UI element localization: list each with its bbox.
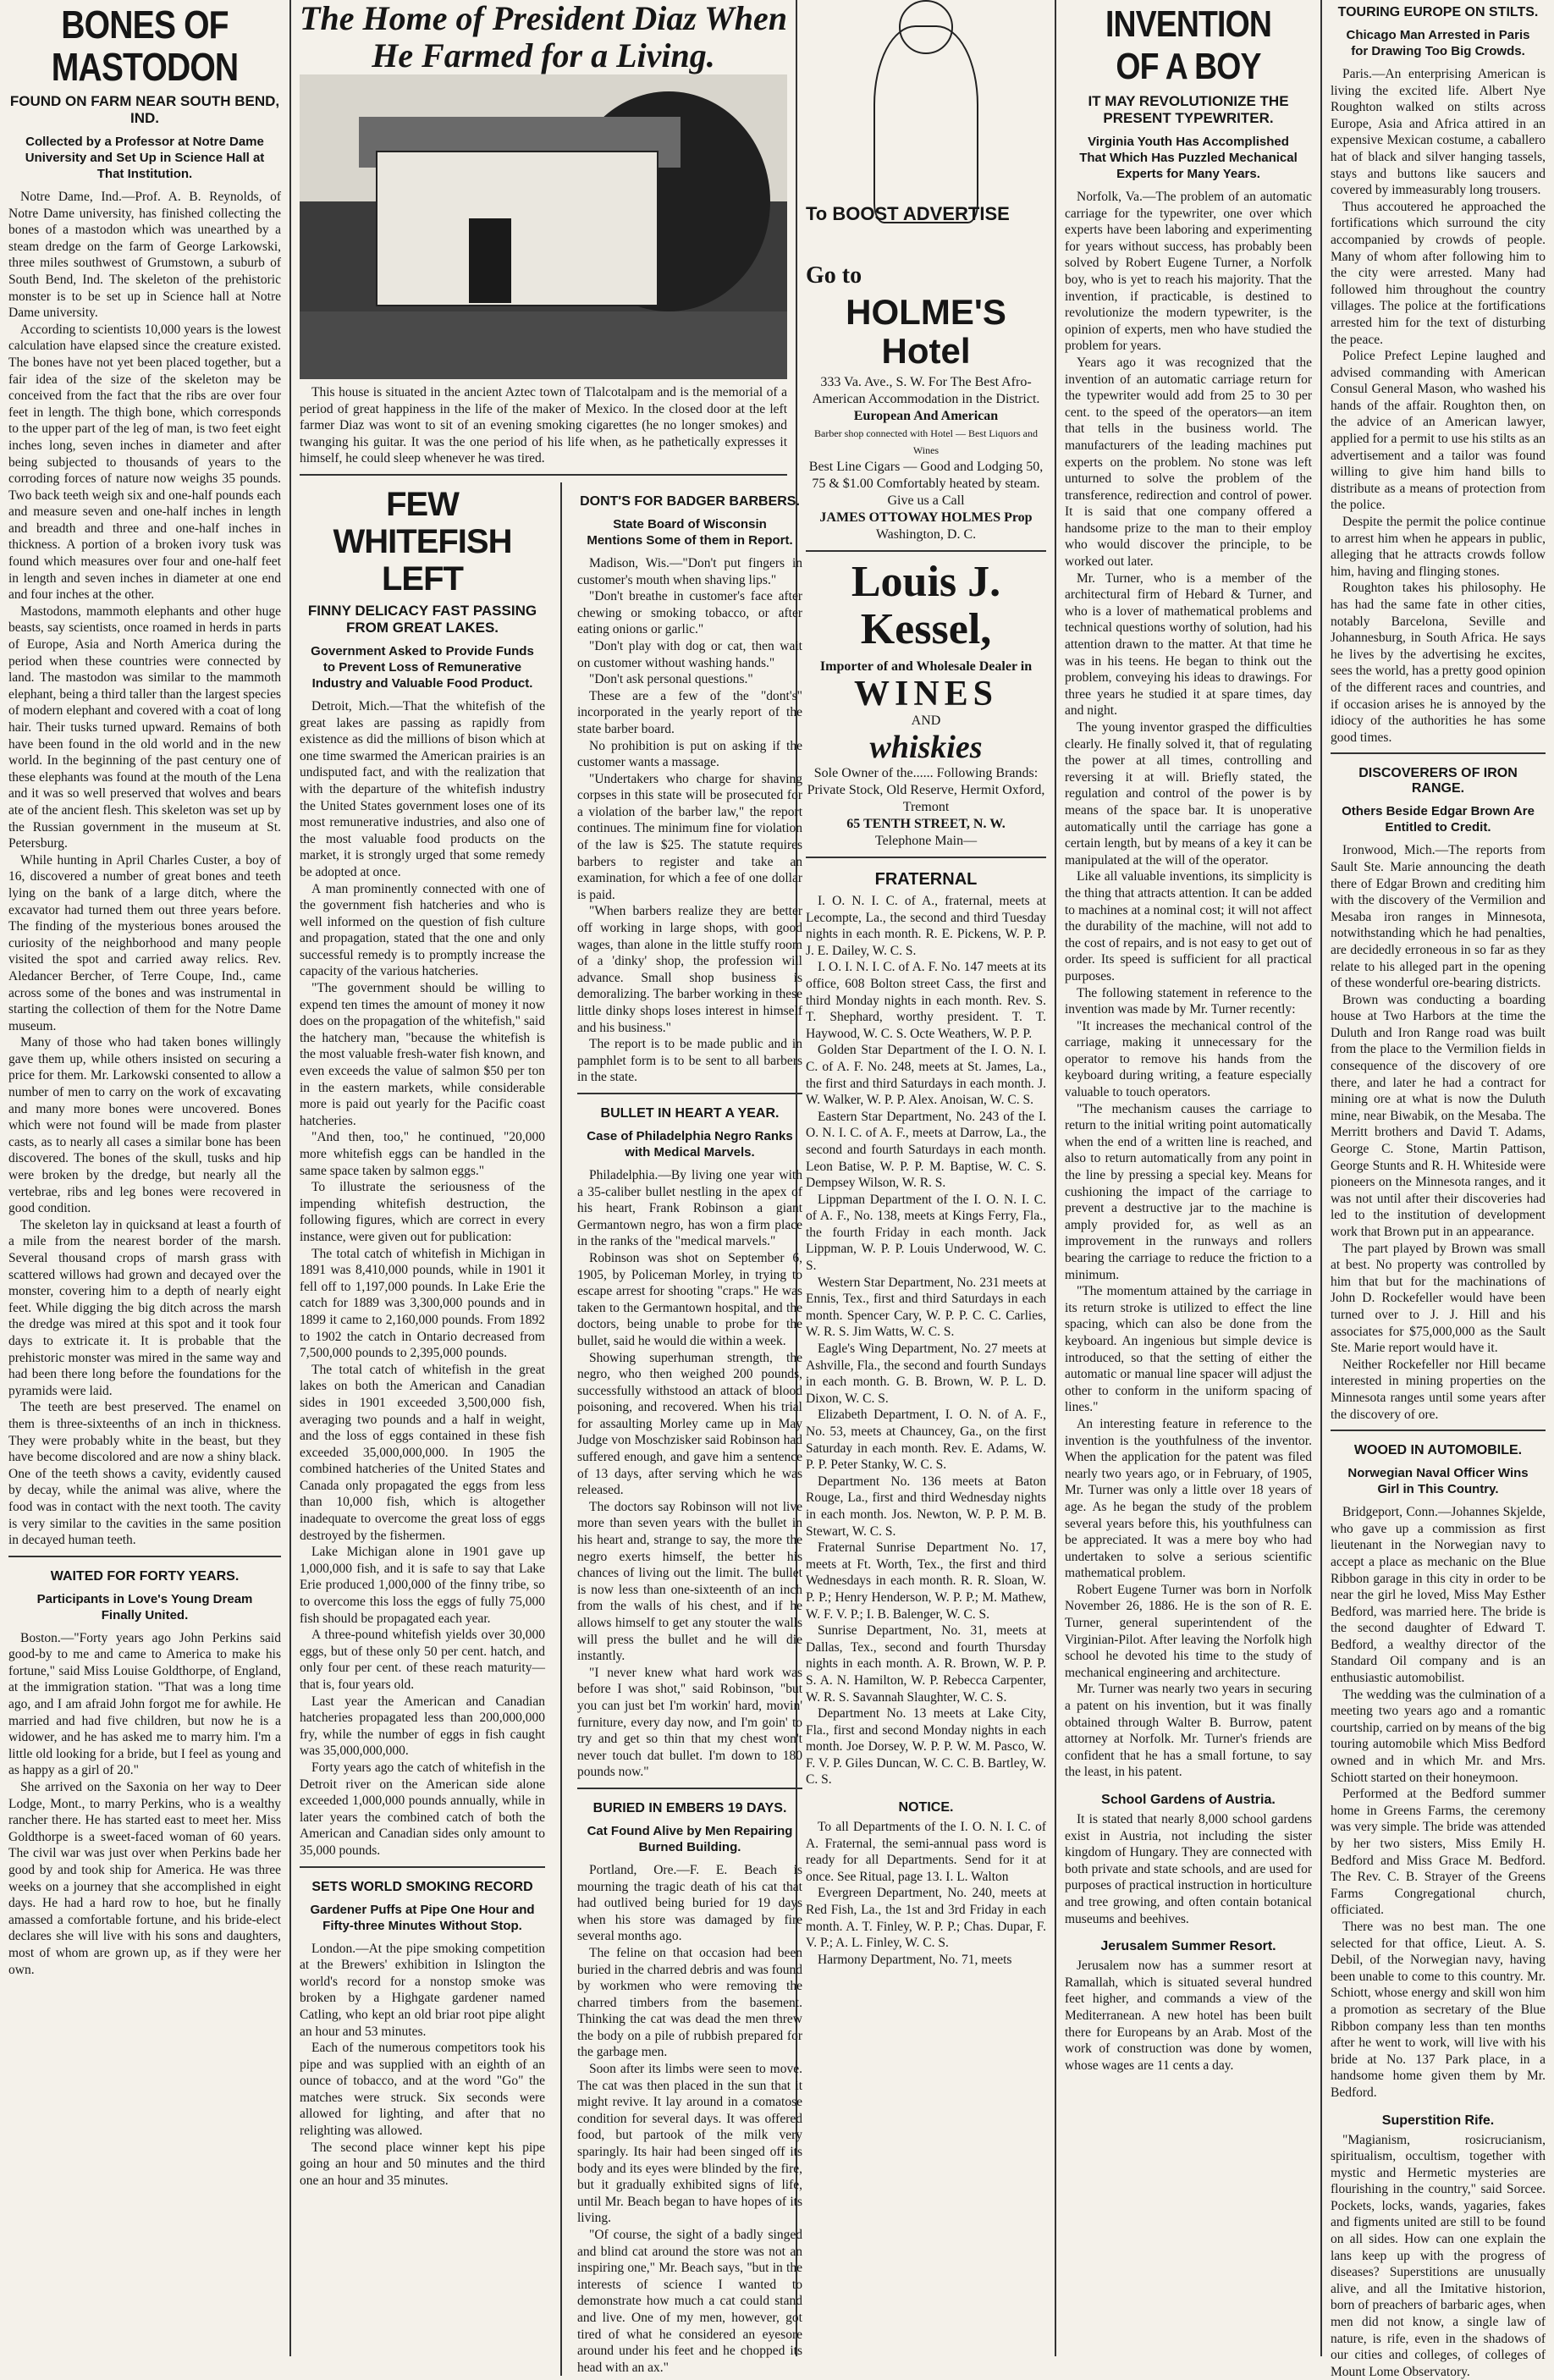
paragraph: Boston.—"Forty years ago John Perkins said good-by to me and came to America to make his fortune," said Miss Louise Goldthorpe, of England, at the immigration station. "That was a long time ago, and I am afraid John forgot me for awhile. He married and had five children, but now he is a widower, and he has asked me to marry him. I'm a little old looking for a bride, but I feel as young and as happy as a girl of 20." [8, 1630, 281, 1779]
ad-illustration [806, 0, 1046, 262]
paragraph: She arrived on the Saxonia on her way to Deer Lodge, Mont., to marry Perkins, who is a wealthy rancher there. He has started east to meet her. Miss Goldthorpe is a sweet-faced woman of 60 years. The civil war was just over when Perkins bade her good by and took ship for America. He was three weeks on a journey that she accomplished in eight days. He had a hard row to hoe, but he finally amassed a comfortable fortune, and his bride-elect declares she will live with his sons and daughters, most of whom are grown up, as if they were her own. [8, 1779, 281, 1978]
paragraph: No prohibition is put on asking if the customer wants a massage. [577, 738, 802, 771]
headline-whitefish: FEW WHITEFISH LEFT [300, 486, 545, 598]
paragraph: The wedding was the culmination of a meeting two years ago and a romantic courtship, carried on by means of the big touring automobile which Miss Bedford owned and in which Mr. and Mrs. Schiott started on their honeymoon. [1331, 1687, 1546, 1787]
ad-wines: WINES [806, 675, 1046, 713]
divider [577, 1788, 802, 1789]
ad-plans: European And American [806, 408, 1046, 425]
barbers-article [577, 482, 802, 2376]
paragraph: An interesting feature in reference to the invention is the youthfulness of the inventor. When the application for the patent was filed nearly two years ago, or in February, of 1905, Mr. Turner was only a little over 18 years of age. As he began the study of the problem several years before this, his youthfulness can be appreciated. It was a mere boy who had undertaken to solve a serious scientific mathematical problem. [1065, 1416, 1312, 1582]
headline-jerusalem: Jerusalem Summer Resort. [1065, 1939, 1312, 1954]
ad-whiskies: whiskies [806, 730, 1046, 765]
whitefish-article [300, 482, 545, 2376]
paragraph: "Don't play with dog or cat, then wait on customer without washing hands." [577, 638, 802, 671]
paragraph: Detroit, Mich.—That the whitefish of the great lakes are passing as rapidly from existence as did the millions of bison which at one time swarmed the American prairies is an undisputed fact, and with the realization that with the departure of the whitefish industry the United States government loses one of its most remunerative industries, and also one of the most valuable food products on the market, it is strongly urged that some remedy be adopted at once. [300, 698, 545, 881]
headline-mastodon: BONES OF MASTODON [29, 3, 261, 88]
deck-automobile: Norwegian Naval Officer Wins Girl in This Country. [1339, 1465, 1537, 1497]
paragraph: Showing superhuman strength, the negro, who then weighed 200 pounds, successfully withstood an attack of blood poisoning, and recovered. When his trial for assaulting Morley came up in May Judge von Moschzisker said Robinson had suffered enough, and gave him a sentence of 13 days, after serving which he was released. [577, 1350, 802, 1499]
fraternal-notice: Department No. 13 meets at Lake City, Fla., first and second Monday nights in each month. Joe Dorsey, W. P. P. W. M. Pasco, W. F. V. P. Giles Duncan, W. C. C. B. Bartley, W. C. S. [806, 1705, 1046, 1788]
headline-iron-range: DISCOVERERS OF IRON RANGE. [1331, 766, 1546, 796]
subhead-invention: IT MAY REVOLUTIONIZE THE PRESENT TYPEWRITER. [1065, 93, 1312, 127]
subhead-whitefish: FINNY DELICACY FAST PASSING FROM GREAT LAKES. [300, 603, 545, 636]
ad-cigars: Best Line Cigars — Good and Lodging 50, 75 & $1.00 Comfortably heated by steam. [806, 459, 1046, 493]
photo-caption: This house is situated in the ancient Aztec town of Tlalcotalpam and is the memorial of a period of great happiness in the life of the maker of Mexico. In the closed door at the left farmer Diaz was wont to sit of an evening smoking cigarettes (he no longer smokes) and twanging his guitar. It was the one period of his life when, as he pathetically expresses it himself, he could sleep whenever he was tired. [300, 384, 787, 467]
paragraph: A three-pound whitefish yields over 30,000 eggs, but of these only 50 per cent. hatch, and only four per cent. of these reach maturity—that is, four years old. [300, 1627, 545, 1693]
paragraph: Roughton takes his philosophy. He has had the same fate in other cities, notably Barcelona, Seville and Johannesburg, in South Africa. He says he lives by the advertising he excites, sees the world, has a pretty good opinion of the different races and countries, and if occasion arises he is annoyed by the idiocy of the authorities he has some good times. [1331, 580, 1546, 746]
paragraph: Forty years ago the catch of whitefish in the Detroit river on the American side alone exceeded 1,000,000 pounds annually, while in later years the combined catch of both the American and Canadian sides only amount to 35,000 pounds. [300, 1760, 545, 1859]
paragraph: The part played by Brown was small at best. No property was controlled by him that but for the machinations of John D. Rockefeller would have been turned over to J. J. Hill and his associates for $75,000,000 as the Sault Ste. Marie report would have it. [1331, 1241, 1546, 1357]
paragraph: "The government should be willing to expend ten times the amount of money it now does on the propagation of the whitefish," said the hatchery man, "because the whitefish is the most valuable fresh-water fish known, and even exceeds the value of salmon $50 per ton in the eastern markets, while considerable more is paid out yearly for the Pacific coast hatcheries. [300, 980, 545, 1129]
paragraph: Madison, Wis.—"Don't put fingers in customer's mouth when shaving lips." [577, 555, 802, 588]
paragraph: Portland, Ore.—F. E. Beach is mourning the tragic death of his cat that had outlived being buried for 19 days when his store was damaged by fire several months ago. [577, 1862, 802, 1945]
paragraph: Police Prefect Lepine laughed and advised commanding with American Consul General Mason, who washed his hands of the affair. Roughton then, on the advice of an American lawyer, applied for a permit to use his stilts as an advertisement and a tailor was found willing to give him hand bills to distribute as a means of protection from the police. [1331, 348, 1546, 514]
fraternal-notice: Sunrise Department, No. 31, meets at Dallas, Tex., second and fourth Thursday nights in each month. A. R. Brown, W. P. P. S. A. N. Hamilton, W. P. Rebecca Carpenter, W. R. S. Savannah Slaughter, W. C. S. [806, 1622, 1046, 1705]
ad-holmes-hotel [806, 262, 1046, 543]
paragraph: London.—At the pipe smoking competition at the Brewers' exhibition in Islington the world's record for a nonstop smoke was broken by a Highgate gardener named Catling, who kept an old briar root pipe alight an hour and 53 minutes. [300, 1941, 545, 2041]
ad-owner: Sole Owner of the...... Following Brands: [806, 765, 1046, 782]
paragraph: Neither Rockefeller nor Hill became interested in mining properties on the Minnesota ranges until some years after the discovery of ore. [1331, 1357, 1546, 1423]
ad-figure-caption: To BOOST ADVERTISE [806, 203, 1046, 225]
ad-stock: Private Stock, Old Reserve, Hermit Oxford, Tremont [806, 782, 1046, 816]
paragraph: "Undertakers who charge for shaving corpses in this state will be prosecuted for a violation of the barber law," the report continues. The minimum fine for violation of the law is $25. The statute requires barbers to register and take an examination, for which a fee of one dollar is paid. [577, 771, 802, 904]
paragraph: Performed at the Bedford summer home in Greens Farms, the ceremony was very simple. The bride was attended by her two sisters, Miss Emily H. Bedford and Miss Grace M. Bedford. The Rev. C. B. Strayer of the Greens Farms Congregational church, officiated. [1331, 1786, 1546, 1919]
paragraph: The young inventor grasped the difficulties clearly. He finally solved it, that of regulating the power at all times, controlling and reversing it at will. Briefly stated, the regulation and control of the power is by means of the space bar. It is unoperative automatically until the carriage has gone a certain length, but by means of a key it can be manipulated at the will of the operator. [1065, 719, 1312, 868]
paragraph: Notre Dame, Ind.—Prof. A. B. Reynolds, of Notre Dame university, has finished collecting the bones of a mastodon which was unearthed by a steam dredge on the farm of George Larkowski, three miles southwest of Grumstown, a suburb of South Bend, Ind. The skeleton of the prehistoric monster is to be set up in Science hall at Notre Dame university. [8, 189, 281, 322]
divider [8, 1556, 281, 1557]
paragraph: Norfolk, Va.—The problem of an automatic carriage for the typewriter, one over which experts have been laboring and experimenting for years without success, has probably been solved by Robert Eugene Turner, a Norfolk boy, who is yet to reach his majority. That the invention, if practicable, is destined to revolutionize the modern typewriter, is the opinion of experts, men who have studied the problem for years. [1065, 189, 1312, 355]
fraternal-notice: Eagle's Wing Department, No. 27 meets at Ashville, Fla., the second and fourth Sundays in each month. G. B. Brown, W. P. L. D. Dixon, W. C. S. [806, 1341, 1046, 1407]
paragraph: "Of course, the sight of a badly singed and blind cat around the store was not an inspiring one," Mr. Beach says, "but in the interests of science I wanted to demonstrate how much a cat could stand and live. One of my men, however, got tired of what he considered an eyesore around under his feet and he chopped its head with an ax." [577, 2227, 802, 2376]
paragraph: "When barbers realize they are better off working in large shops, with good wages, than alone in the little stuffy room of a 'dinky' shop, the profession will advance. Small shop business is demoralizing. The barber working in these little dinky shops loses interest in himself and his business." [577, 903, 802, 1036]
fraternal-notice: Western Star Department, No. 231 meets at Ennis, Tex., first and third Saturdays in each month. Spencer Cary, W. P. P. C. C. Carlies, W. R. S. Jim Watts, W. C. S. [806, 1275, 1046, 1341]
ad-proprietor: JAMES OTTOWAY HOLMES Prop [806, 510, 1046, 526]
column-diaz-whitefish [291, 0, 796, 2356]
paragraph: "And then, too," he continued, "20,000 more whitefish eggs can be handled in the same space taken by salmon eggs." [300, 1129, 545, 1179]
paragraph: Soon after its limbs were seen to move. The cat was then placed in the sun that it might revive. It lay around in a comatose condition for several days. It was offered food, but partook of the milk very sparingly. Its hair had been singed off its body and its eyes were blinded by the fire, but it gradually exhibited signs of life, until Mr. Beach began to have hopes of its living. [577, 2061, 802, 2227]
paragraph: Bridgeport, Conn.—Johannes Skjelde, who gave up a commission as first lieutenant in the Norwegian navy to accept a place as mechanic on the Blue Ribbon garage in this city in order to be near the girl he loved, Miss May Esther Bedford, was married here. The bride is the second daughter of Edward T. Bedford, a wealthy director of the Standard Oil company and is an enthusiastic automobilist. [1331, 1504, 1546, 1687]
paragraph: Despite the permit the police continue to arrest him when he appears in public, alleging that he attracts crowds follow him, having and flinging stones. [1331, 514, 1546, 580]
deck-invention: Virginia Youth Has Accomplished That Which Has Puzzled Mechanical Experts for Many Years. [1073, 134, 1303, 182]
ad-address: 333 Va. Ave., S. W. For The Best Afro-American Accommodation in the District. [806, 374, 1046, 408]
paragraph: A man prominently connected with one of the government fish hatcheries and who is well informed on the question of fish culture and propagation, stated that the one and only successful remedy is to promptly increase the capacity of the various hatcheries. [300, 881, 545, 981]
headline-diaz: The Home of President Diaz When He Farmed for a Living. [300, 0, 787, 74]
column-invention [1056, 0, 1320, 2356]
fraternal-notice: Harmony Department, No. 71, meets [806, 1952, 1046, 1969]
notice-text: To all Departments of the I. O. N. I. C. of A. Fraternal, the semi-annual pass word is ready for all Departments. Send for it at once. See Ritual, page 13. I. L. Walton [806, 1819, 1046, 1885]
paragraph: "The momentum attained by the carriage in its return stroke is utilized to effect the line spacing, which can also be done from the keyboard. An ingenious but simple device is introduced, so that the setting of either the automatic or manual line spacer will adjust the other to conform in the uniform spacing of lines." [1065, 1283, 1312, 1416]
deck-forty-years: Participants in Love's Young Dream Finally United. [17, 1591, 273, 1623]
fraternal-notice: Lippman Department of the I. O. N. I. C. of A. F., No. 138, meets at Kings Ferry, Fla., the fourth Friday in each month. Jack Lippman, W. P. P. Louis Underwood, W. C. S. [806, 1192, 1046, 1275]
figure-man-icon [873, 25, 978, 223]
deck-stilts: Chicago Man Arrested in Paris for Drawing Too Big Crowds. [1339, 27, 1537, 59]
paragraph: The teeth are best preserved. The enamel on them is three-sixteenths of an inch in thickness. They were probably white in the beast, but they have become discolored and are now a shiny black. One of the teeth shows a cavity, evidently caused by decay, while the animal was alive, where the food was in contact with the next tooth. The cavity is very similar to the cavities in the same position in decayed human teeth. [8, 1399, 281, 1548]
deck-mastodon: Collected by a Professor at Notre Dame University and Set Up in Science Hall at That Institution. [17, 134, 273, 182]
paragraph: Mr. Turner was nearly two years in securing a patent on his invention, but it was finally obtained through Walter B. Burrow, patent attorney at Norfolk. Mr. Turner's friends are confident that he has a small fortune, to say the least, in his patent. [1065, 1681, 1312, 1781]
subhead-mastodon: FOUND ON FARM NEAR SOUTH BEND, IND. [8, 93, 281, 127]
paragraph: While hunting in April Charles Custer, a boy of 16, discovered a number of great bones and teeth lying on the bank of a large ditch, where the excavator had turned them out three years before. The finding of the mysterious bones aroused the curiosity of the neighborhood and many people visited the spot and carried away relics. Rev. Aledancer Bercher, of Terre Coupe, Ind., came across some of the bones and was instrumental in starting the collection of them for the Notre Dame museum. [8, 852, 281, 1035]
ad-kessel [806, 559, 1046, 850]
column-mastodon [0, 0, 289, 2356]
ad-call: Give us a Call [806, 493, 1046, 510]
paragraph: "The mechanism causes the carriage to return to the initial writing point automatically when the end of a written line is reached, and also to return automatically from any point in the line by pressing a special key. Means for cushioning the impact of the carriage to prevent a destructive jar to the machine is amply provided for, as well as an improvement in the runways and rollers bearing the carriage to reduce the friction to a minimum. [1065, 1101, 1312, 1284]
paragraph: The skeleton lay in quicksand at least a fourth of a mile from the nearest border of the marsh. Several thousand crops of marsh grass with scattered willows had grown and decayed over the monster, covering him to a depth of nearly eight feet. While digging the big ditch across the marsh the dredge was mired at this spot and it took four days to extricate it. It is probable that the prehistoric monster was mired in the same way and had been there long before the foundations for the pyramids were laid. [8, 1217, 281, 1400]
paragraph: The total catch of whitefish in Michigan in 1891 was 8,410,000 pounds, while in 1901 it fell off to 1,197,000 pounds. In Lake Erie the catch for 1889 was 3,300,000 pounds and in 1899 it came to 2,160,000 pounds. From 1892 to 1902 the catch in Ontario decreased from 7,500,000 pounds to 2,395,000 pounds. [300, 1246, 545, 1362]
deck-iron-range: Others Beside Edgar Brown Are Entitled to Credit. [1339, 803, 1537, 835]
paragraph: Ironwood, Mich.—The reports from Sault Ste. Marie announcing the death there of Edgar Brown and crediting him with the discovery of the Vermilion and Mesaba iron ranges in Minnesota, notwithstanding which he had penalties, are decidedly erroneous in so far as they relate to his alleged part in the opening of these wonderful ore-bearing districts. [1331, 842, 1546, 991]
column-ads-fraternal [797, 0, 1055, 2356]
headline-stilts: TOURING EUROPE ON STILTS. [1331, 5, 1546, 20]
ad-and: AND [806, 713, 1046, 730]
paragraph: The following statement in reference to the invention was made by Mr. Turner recently: [1065, 985, 1312, 1018]
paragraph: According to scientists 10,000 years is the lowest calculation have elapsed since the creature existed. The bones have not yet been placed together, but a fair idea of the size of the skeleton may be conceived from the fact that the ribs are over four feet in length. The thigh bone, which corresponds to the upper part of the leg of man, is two feet eight inches long, seven inches in diameter and after being subjected to thousands of years to the corroding forces of nature now weighs 35 pounds. Two back teeth weigh six and one-half pounds each and measure seven and one-half inches in length and breadth and three and one-half inches in thickness. A portion of a broken ivory tusk was found which measures over four and one-half feet in length and seven inches in diameter at one end and four inches at the other. [8, 322, 281, 603]
headline-embers: BURIED IN EMBERS 19 DAYS. [577, 1801, 802, 1816]
deck-embers: Cat Found Alive by Men Repairing Burned Building. [586, 1823, 794, 1855]
headline-fraternal: FRATERNAL [806, 870, 1046, 890]
deck-bullet: Case of Philadelphia Negro Ranks with Medical Marvels. [586, 1128, 794, 1160]
paragraph: "I never knew what hard work was before I was shot," said Robinson, "but you can just bet I'm workin' hard, movin' furniture, every day now, and I'm goin' to try and get so thin that my chest won't never touch dat bullet. I'm down to 180 pounds now." [577, 1665, 802, 1781]
divider [806, 857, 1046, 858]
paragraph: Each of the numerous competitors took his pipe and was supplied with an eighth of an ounce of tobacco, and at the word "Go" the matches were struck. Six seconds were allowed for lighting, and after that no relighting was allowed. [300, 2040, 545, 2140]
paragraph: The feline on that occasion had been buried in the charred debris and was found by workmen who were removing the charred timbers from the basement. Thinking the cat was dead the men threw the body on a pile of rubbish prepared for the garbage men. [577, 1945, 802, 2061]
ad-hotel-name: HOLME'S Hotel [806, 293, 1046, 371]
ad-go-to: Go to [806, 262, 1046, 289]
ad-city: Washington, D. C. [806, 526, 1046, 543]
paragraph: Philadelphia.—By living one year with a 35-caliber bullet nestling in the apex of his heart, Frank Robinson a giant Germantown negro, has won a firm place in the ranks of the "medical marvels." [577, 1167, 802, 1250]
paragraph: The total catch of whitefish in the great lakes on both the American and Canadian sides in 1901 exceeded 3,500,000 fish, averaging two pounds and a half in weight, and the loss of eggs contained in these fish exceeded 35,000,000,000. In 1905 the combined hatcheries of the United States and Canada only propagated the eggs from less than 10,000 fish, which is altogether inadequate to overcome the great loss of eggs destroyed by the fishermen. [300, 1362, 545, 1545]
column-europe-iron-auto [1322, 0, 1554, 2356]
paragraph: Like all valuable inventions, its simplicity is the thing that attracts attention. It can be added to machines at a nominal cost; it will not affect the durability of the machine, will not add to the cost of repairs, and is not easy to get out of order. Its speed is sufficient for all practical purposes. [1065, 868, 1312, 984]
headline-superstition: Superstition Rife. [1331, 2113, 1546, 2129]
paragraph: The report is to be made public and in pamphlet form is to be sent to all barbers in the state. [577, 1036, 802, 1086]
paragraph: The doctors say Robinson will not live more than seven years with the bullet in his heart and, strange to say, the more the negro exerts himself, the better his chances of living out the limit. The bullet is now less than one-sixteenth of an inch from the walls of his chest, and if he allows himself to get any stouter the walls will press the bullet and he will die instantly. [577, 1499, 802, 1665]
paragraph: Many of those who had taken bones willingly gave them up, while others insisted on securing a price for them. Mr. Larkowski consented to allow a number of men to carry on the work of excavating and many more bones were uncovered. Bones which were not found will be made from plaster casts, as to nearly all cases a similar bone has been discovered. The bones of the skull, tusks and hip were broken by the dredge, but nearly all the vertebrae, ribs and leg bones were recovered in good condition. [8, 1034, 281, 1217]
ad-importer: Importer of and Wholesale Dealer in [806, 658, 1046, 675]
divider [577, 1093, 802, 1094]
fraternal-notice: Elizabeth Department, I. O. N. of A. F., No. 53, meets at Chauncey, Ga., on the first Saturday in each month. Rev. E. Adams, W. P. P. Peter Stanky, W. C. S. [806, 1407, 1046, 1473]
headline-automobile: WOOED IN AUTOMOBILE. [1331, 1443, 1546, 1458]
paragraph: Jerusalem now has a summer resort at Ramallah, which is situated several hundred feet higher, and commands a view of the Mediterranean. A new hotel has been built there for Europeans by an Arab. Most of the work of construction was done by women, whose wages are 11 cents a day. [1065, 1958, 1312, 2074]
fraternal-notice: I. O. N. I. C. of A., fraternal, meets at Lecompte, La., the second and third Tuesday nights in each month. R. E. Pickens, W. P. P. J. E. Dailey, W. C. S. [806, 893, 1046, 959]
paragraph: "Don't breathe in customer's face after chewing or smoking tobacco, or after eating onions or garlic." [577, 588, 802, 638]
paragraph: Paris.—An enterprising American is living the excited life. Albert Nye Roughton walked on stilts across Europe, Asia and Africa attired in an expensive Mexican costume, a caballero hat of black and silver hanging tassels, stays and buttons like saucers and covered by immeasurably long trousers. [1331, 66, 1546, 199]
paragraph: Mastodons, mammoth elephants and other huge beasts, say scientists, once roamed in herds in parts of Europe, Asia and North America during the period when these countries were connected by land. The mastodon was similar to the mammoth elephant, being a third taller than the largest species of modern elephant and covered with a coat of long hair. Their tusks turned upward. Remains of both have been found in the old world and in the new world. In the beginning of the past century one of these elephants was found at the mouth of the Lena and it was so well preserved that wolves and bears ate of the ancient flesh. This skeleton was set up by the Russian government in the museum at St. Petersburg. [8, 603, 281, 852]
photo-diaz-house [300, 74, 787, 379]
paragraph: Years ago it was recognized that the invention of an automatic carriage return for the typewriter would add from 25 to 30 per cent. to the speed of the operators—an item that tells in the business world. The manufacturers of the leading machines put experts on the problem. No stone was left unturned to solve the problem of the transference, redirection and control of power. It is said that one company offered a handsome prize to the man to their employ who would discover the principle, to be worked out later. [1065, 355, 1312, 570]
headline-forty-years: WAITED FOR FORTY YEARS. [8, 1569, 281, 1584]
fraternal-notice: Evergreen Department, No. 240, meets at Red Fish, La., the 1st and 3rd Friday in each month. A. T. Finley, W. P. P.; Chas. Dupar, F. V. P.; A. L. Finley, W. C. S. [806, 1885, 1046, 1951]
fraternal-notice: Eastern Star Department, No. 243 of the I. O. N. I. C. of A. F., meets at Darrow, La., the second and fourth Saturdays in each month. Leon Batise, W. P. P. M. Baptise, W. C. S. Dempsey Wilson, W. R. S. [806, 1109, 1046, 1192]
paragraph: There was no best man. The one selected for that office, Lieut. A. S. Debil, of the Norwegian navy, having been unable to come to this country. Mr. Schiott, whose energy and skill won him a promotion as secretary of the Blue Ribbon company less than ten months after he went to work, will live with his bride at No. 137 Park place, in a handsome home given them by Mr. Bedford. [1331, 1919, 1546, 2102]
ad-kessel-name: Louis J. Kessel, [806, 559, 1046, 653]
deck-smoking: Gardener Puffs at Pipe One Hour and Fifty-three Minutes Without Stop. [308, 1902, 537, 1934]
fraternal-notice: Department No. 136 meets at Baton Rouge, La., first and third Wednesday nights in each month. Jos. Newton, W. P. P. M. B. Stewart, W. C. S. [806, 1474, 1046, 1540]
divider [1331, 752, 1546, 754]
paragraph: Robinson was shot on September 6, 1905, by Policeman Morley, in trying to escape arrest for shooting "craps." He was taken to the Germantown hospital, and the doctors, being unable to probe for the bullet, said he would die within a week. [577, 1250, 802, 1350]
fraternal-notice: Fraternal Sunrise Department No. 17, meets at Ft. Worth, Tex., the first and third Wednesdays in each month. R. R. Sloan, W. P. P.; Henry Henderson, W. P. P.; M. Mathew, W. F. V. P.; I. B. Balenger, W. C. S. [806, 1540, 1046, 1622]
paragraph: Lake Michigan alone in 1901 gave up 1,000,000 fish, and it is safe to say that Lake Erie produced 1,000,000 of the finny tribe, so to overcome this loss the eggs of fully 75,000 fish should be propagated each year. [300, 1544, 545, 1627]
divider [1331, 1430, 1546, 1431]
paragraph: Last year the American and Canadian hatcheries propagated less than 200,000,000 fry, while the number of eggs in fish caught was 35,000,000,000. [300, 1694, 545, 1760]
paragraph: Brown was conducting a boarding house at Two Harbors at the time the Duluth and Iron Range road was built from the place to the Vermilion fields in consequence of the discovery of ore there, and later he had a contract for mining ore at what is now the Duluth mine, near Biwabik, on the Mesaba. The Merritt brothers and David T. Adams, George C. Stone, Martin Pattison, George Stunts and R. H. Whiteside were pioneers on the Minnesota ranges, and it was not until after their discoveries had led to the institution of development work that Brown put in an appearance. [1331, 992, 1546, 1241]
headline-bullet: BULLET IN HEART A YEAR. [577, 1106, 802, 1121]
paragraph: The second place winner kept his pipe going an hour and 50 minutes and the third one an hour and 35 minutes. [300, 2140, 545, 2190]
headline-school-gardens: School Gardens of Austria. [1065, 1793, 1312, 1808]
deck-whitefish: Government Asked to Provide Funds to Prevent Loss of Remunerative Industry and Valuable Food Product. [308, 643, 537, 691]
ad-phone: Telephone Main— [806, 833, 1046, 850]
fraternal-notice: Golden Star Department of the I. O. N. I. C. of A. F. No. 248, meets at St. James, La., the first and third Saturdays in each month. J. W. Walker, W. P. P. Alex. Anoisan, W. C. S. [806, 1042, 1046, 1108]
paragraph: "It increases the mechanical control of the carriage, making it unnecessary for the operator to remove his hands from the keyboard during writing, a feature especially valuable to touch operators. [1065, 1018, 1312, 1101]
headline-smoking: SETS WORLD SMOKING RECORD [300, 1880, 545, 1895]
paragraph: Mr. Turner, who is a member of the architectural firm of Hebard & Turner, and who is a lover of mathematical problems and technical questions worthy of solution, had his attention drawn to the matter. At that time he was in his teens. He began to think out the problem, conveying his ideas to drawings. For three years he studied it at spare times, day and night. [1065, 570, 1312, 719]
headline-invention: INVENTION OF A BOY [1083, 3, 1293, 88]
ad-barber: Barber shop connected with Hotel — Best Liquors and Wines [806, 425, 1046, 459]
paragraph: Robert Eugene Turner was born in Norfolk November 26, 1886. He is the son of R. E. Turner, general superintendent of the Virginian-Pilot. After leaving the Norfolk high school he devoted his time to the study of mechanical engineering and architecture. [1065, 1582, 1312, 1682]
headline-notice: NOTICE. [806, 1800, 1046, 1815]
ad-street: 65 TENTH STREET, N. W. [806, 816, 1046, 833]
divider [300, 1866, 545, 1868]
two-col-block [300, 482, 787, 2376]
paragraph: Thus accoutered he approached the fortifications which surround the city accompanied by crowds of people. Many of whom after following him to the city were arrested. Many had followed him throughout the country villages. The police at the fortifications arrested him for the text of disturbing the peace. [1331, 199, 1546, 348]
divider [806, 550, 1046, 552]
fraternal-notice: I. O. I. N. I. C. of A. F. No. 147 meets at its office, 608 Bolton street Cass, the first and third Monday nights in each month. Rev. S. T. Shephard, worthy president. T. T. Haywood, W. C. S. Octe Weathers, W. P. P. [806, 959, 1046, 1042]
paragraph: "Don't ask personal questions." [577, 671, 802, 688]
paragraph: It is stated that nearly 8,000 school gardens exist in Austria, not including the sister kingdom of Hungary. They are connected with both private and state schools, and are used for purposes of practical instruction in horticulture and tree growing, and often contain botanical museums and beehives. [1065, 1811, 1312, 1927]
headline-barbers: DONT'S FOR BADGER BARBERS. [577, 494, 802, 510]
deck-barbers: State Board of Wisconsin Mentions Some of them in Report. [586, 516, 794, 548]
paragraph: These are a few of the "dont's" incorporated in the yearly report of the state barber board. [577, 688, 802, 738]
divider [300, 474, 787, 476]
paragraph: To illustrate the seriousness of the impending whitefish destruction, the following figures, which are correct in every instance, were given out for publication: [300, 1179, 545, 1245]
paragraph: "Magianism, rosicrucianism, spiritualism, occultism, together with mystic and Hermetic mysteries are flourishing in the country," said Sorcee. Pockets, locks, wands, yagaries, fakes and figments united are still to be found on all sides. How can one explain the lans keep up with the progress of diseases? Superstitions are unusually alive, and all the Imitative historion, born of preachers of barbaric ages, when men did not know, a single law of nature, is rife, even in the shadows of our cities and colleges, of colleges of Mount Lome Observatory. [1331, 2132, 1546, 2380]
